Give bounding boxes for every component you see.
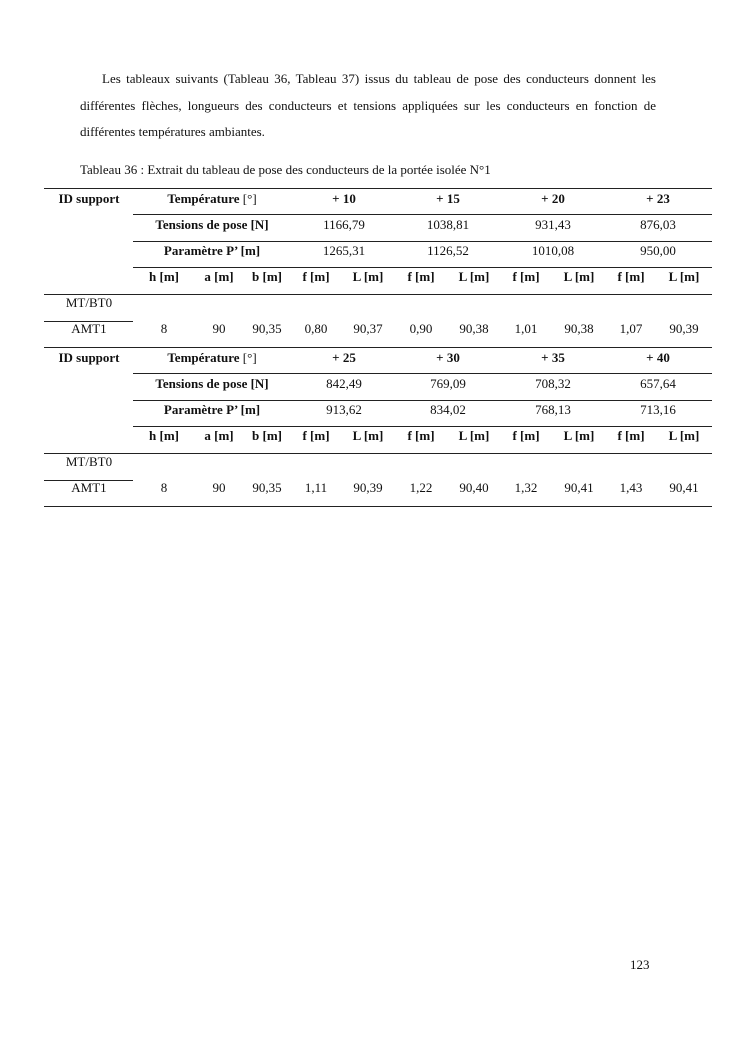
tension-value: 708,32 (535, 376, 571, 391)
column-header-row (44, 264, 712, 290)
parametre-value: 1126,52 (427, 243, 469, 258)
fleche-value: 1,22 (409, 480, 433, 495)
id-support-header: ID support (58, 191, 120, 206)
temperature-unit: [°] (242, 350, 257, 365)
tension-value: 769,09 (430, 376, 466, 391)
fleche-value: 1,43 (619, 480, 643, 495)
column-header: a [m] (204, 269, 234, 284)
table-row (44, 316, 712, 342)
support-id: AMT1 (71, 480, 107, 495)
support-id: MT/BT0 (65, 295, 113, 310)
column-header: f [m] (512, 428, 540, 443)
tension-value: 1038,81 (426, 217, 470, 232)
column-header: a [m] (204, 428, 234, 443)
longueur-value: 90,37 (353, 321, 383, 336)
column-header: f [m] (407, 428, 435, 443)
tension-value: 842,49 (326, 376, 362, 391)
longueur-value: 90,39 (669, 321, 699, 336)
temperature-value: + 30 (436, 350, 460, 365)
parametre-value: 1265,31 (322, 243, 366, 258)
fixed-value: 90,35 (252, 321, 282, 336)
parametre-value: 834,02 (430, 402, 466, 417)
parametre-value: 768,13 (535, 402, 571, 417)
tension-value: 1166,79 (323, 217, 365, 232)
fleche-value: 0,80 (304, 321, 328, 336)
longueur-value: 90,38 (564, 321, 594, 336)
tension-header: Tensions de pose [N] (155, 217, 269, 232)
column-header: L [m] (668, 269, 700, 284)
parametre-value: 950,00 (640, 243, 676, 258)
longueur-value: 90,38 (459, 321, 489, 336)
column-header: f [m] (302, 269, 330, 284)
tension-row (44, 212, 712, 238)
table-block (44, 345, 712, 504)
support-id: MT/BT0 (65, 454, 113, 469)
fleche-value: 1,07 (619, 321, 643, 336)
temperature-unit: [°] (242, 191, 257, 206)
temperature-label: Température (167, 350, 240, 365)
column-header: L [m] (458, 269, 490, 284)
fleche-value: 1,11 (304, 480, 328, 495)
temperature-label: Température (167, 191, 240, 206)
column-header: L [m] (668, 428, 700, 443)
temperature-value: + 25 (332, 350, 356, 365)
tension-row (44, 371, 712, 397)
temperature-value: + 20 (541, 191, 565, 206)
temperature-row (44, 186, 712, 212)
table-row (44, 290, 712, 316)
fixed-value: 90 (212, 321, 226, 336)
column-header: L [m] (563, 428, 595, 443)
column-header: L [m] (352, 428, 384, 443)
column-header: f [m] (617, 428, 645, 443)
column-header: f [m] (302, 428, 330, 443)
fixed-value: 90 (212, 480, 226, 495)
temperature-value: + 40 (646, 350, 670, 365)
temperature-header (137, 186, 287, 212)
parametre-value: 713,16 (640, 402, 676, 417)
id-support-header: ID support (58, 350, 120, 365)
column-header: f [m] (617, 269, 645, 284)
table-caption: Tableau 36 : Extrait du tableau de pose des conducteurs de la portée isolée N°1 (80, 162, 491, 177)
fleche-value: 1,32 (514, 480, 538, 495)
column-header: h [m] (149, 269, 179, 284)
column-header-row (44, 423, 712, 449)
parametre-row (44, 397, 712, 423)
tension-value: 657,64 (640, 376, 676, 391)
temperature-value: + 35 (541, 350, 565, 365)
column-header: f [m] (407, 269, 435, 284)
temperature-value: + 15 (436, 191, 460, 206)
parametre-header: Paramètre P’ [m] (163, 243, 261, 258)
temperature-value: + 10 (332, 191, 356, 206)
page-number: 123 (630, 957, 650, 972)
tension-value: 931,43 (535, 217, 571, 232)
temperature-row (44, 345, 712, 371)
parametre-value: 1010,08 (531, 243, 575, 258)
fixed-value: 90,35 (252, 480, 282, 495)
table-block (44, 186, 712, 345)
column-header: L [m] (458, 428, 490, 443)
intro-paragraph (80, 66, 656, 146)
fixed-value: 8 (160, 321, 168, 336)
fixed-value: 8 (160, 480, 168, 495)
column-header: f [m] (512, 269, 540, 284)
longueur-value: 90,40 (459, 480, 489, 495)
support-id: AMT1 (71, 321, 107, 336)
fleche-value: 0,90 (409, 321, 433, 336)
table-row (44, 449, 712, 475)
parametre-value: 913,62 (326, 402, 362, 417)
longueur-value: 90,41 (564, 480, 594, 495)
parametre-header: Paramètre P’ [m] (163, 402, 261, 417)
table-row (44, 475, 712, 501)
longueur-value: 90,41 (669, 480, 699, 495)
column-header: h [m] (149, 428, 179, 443)
tension-value: 876,03 (640, 217, 676, 232)
column-header: L [m] (563, 269, 595, 284)
temperature-value: + 23 (646, 191, 670, 206)
parametre-row (44, 238, 712, 264)
column-header: b [m] (252, 269, 282, 284)
longueur-value: 90,39 (353, 480, 383, 495)
fleche-value: 1,01 (514, 321, 538, 336)
tension-header: Tensions de pose [N] (155, 376, 269, 391)
table-rule (44, 506, 712, 507)
temperature-header (137, 345, 287, 371)
column-header: b [m] (252, 428, 282, 443)
intro-text: Les tableaux suivants (Tableau 36, Tableau 37) issus du tableau de pose des conducteurs donnent les différentes flèches, longueurs des conducteurs et tensions appliquées sur les conducteurs en fonction de différentes températures ambiantes. (80, 71, 656, 139)
column-header: L [m] (352, 269, 384, 284)
